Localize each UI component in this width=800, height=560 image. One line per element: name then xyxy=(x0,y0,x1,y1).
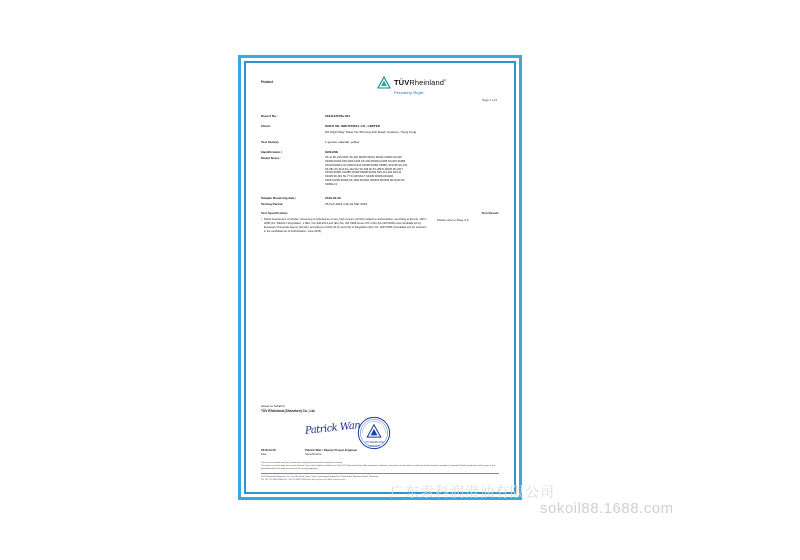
bullet-marker: • xyxy=(261,217,262,221)
signature-area xyxy=(261,404,499,457)
test-specification-text xyxy=(261,218,437,234)
signatory-name: Patrick Wan / Deputy Project Engineer xyxy=(305,448,358,453)
field-label: Model No(s).: xyxy=(261,155,281,160)
legal-line-2: This report is issued under the current General Terms and Conditions of Business of the TÜV Rheinland Group. Any statement, certificate, assessment or attestation is valid only for the particular sample(s) examined. Partial reproduction of this report is not permitted without the written consent of the issuing laboratory. xyxy=(261,465,495,471)
svg-text:TUV RHEINLAND: TUV RHEINLAND xyxy=(364,441,384,445)
tuv-wordmark xyxy=(394,79,446,87)
field-value: 1 grease material, yellow xyxy=(325,139,360,144)
test-result-heading: Test Result: xyxy=(481,211,499,216)
legal-contact-line: Tel: +86 755 8828 0888 Fax: +86 755 8828 0333 Mail: service@tuv.com Web: www.tuv.com xyxy=(261,478,346,481)
model-line: SK-11 SK-015-SK01 SK-202 SK009 SK061 SK026 OHMP OH-300 xyxy=(325,155,402,159)
document-sheet xyxy=(247,64,513,491)
field-label: Sample Receiving date: xyxy=(261,195,296,200)
tuv-triangle-icon xyxy=(377,76,391,89)
certificate-scan xyxy=(238,55,522,500)
field-value: 2016-02-26 xyxy=(325,195,341,200)
field-label: Test Item(s): xyxy=(261,139,280,144)
field-model-no xyxy=(261,156,499,187)
model-line: SK2101SK011 OF-2200 KK123 SK008 SK081 SK882- SK2135 SK-133 xyxy=(325,163,408,167)
field-value: SOKO OIL INDUSTRIAL CO., LIMITED xyxy=(325,123,381,128)
field-label: Client: xyxy=(261,123,271,128)
name-position-sublabel: Name/Position xyxy=(305,453,322,457)
watermark-url: sokoil88.1688.com xyxy=(540,500,674,517)
issuing-company: TÜV Rheinland (Shenzhen) Co., Ltd. xyxy=(261,409,316,414)
signature-date: 2016-03-05 xyxy=(261,448,276,453)
field-value: 5/F Right Way Tower No.39 Kong Koh Road, Kowloon, Hong Kong xyxy=(325,129,417,134)
model-line: SK80H-13 xyxy=(325,183,337,187)
legal-line-3: TÜV Rheinland (Shenzhen) Co., Ltd. 8F, South Tower, Qiyun Technology Building No.1, Kefa Road, Nanshan District, Shenzhen xyxy=(261,475,379,478)
model-line: SK009-001SK-005-2000 KA06 KN-100 KN009-KA008 KN-000 SK985 xyxy=(325,159,406,163)
test-specification-bullet: RoHS Assessment of Articles: Screening of substances of very high concern (SVHC) subject to authorisation, according to EU-No. 1907 / 2006 (the "REACH"-Regulation, 1.0EU / No.448-2014 and (EU) No. 2017/999 Annex XIV of EC-No.1907/2006) and candidate list by European Chemicals Agency (ECHA), according to Article 59 (1) and (10) of Regulation (EC) No. 1907/2006 (Candidate List for inclusion in the candidate list of Authorisation, June 2015). xyxy=(263,217,427,233)
field-value: 0184123578a-001 xyxy=(325,114,351,118)
field-label: Report No.: xyxy=(261,114,278,118)
field-label xyxy=(261,130,325,134)
field-client xyxy=(261,124,499,128)
legal-footer xyxy=(261,462,499,482)
issued-on-behalf-label: Issued on behalf of xyxy=(261,404,285,409)
test-specification-heading: Test Specification: xyxy=(261,211,289,216)
field-testing-period xyxy=(261,202,499,206)
test-result-text: Please refer to Page 2-9 xyxy=(437,217,469,222)
tuv-logo-block xyxy=(377,76,497,96)
page-number: Page 1 of 9 xyxy=(482,98,497,102)
field-report-no xyxy=(261,114,499,118)
product-label: Product xyxy=(261,80,274,84)
watermark-chinese: 广东索科润滑油有限公司 xyxy=(390,485,555,501)
legal-divider xyxy=(261,473,499,474)
model-line: SK-081 SK-0110 KA-122-011 SK-008 SK-PL-288 N-00100 SK-2017 xyxy=(325,167,403,171)
handwritten-signature: Patrick Wan xyxy=(304,420,361,437)
svg-text:SHENZHEN: SHENZHEN xyxy=(368,445,380,448)
model-line: SK009 SK-001 SK-77 01-98 SK2-7 SK409 SK008-0N-9000 xyxy=(325,175,394,179)
tuv-brand-part2: Rheinland xyxy=(409,77,444,87)
field-client-address xyxy=(261,130,499,134)
test-section-headings xyxy=(261,211,499,215)
field-value: 25 Feb 2016 until 04 Mar 2016 xyxy=(325,201,368,206)
model-line: SK009 SK881 SH-886 SK008 SK008 SK009 SK9-113-022 SK5-11 xyxy=(325,171,402,175)
legal-line-1: This test result relates only to the particular sample(s) tested and the sample(s) retained. xyxy=(261,461,343,464)
field-value: GREASE xyxy=(325,149,339,154)
field-test-item xyxy=(261,140,499,144)
tuv-tagline: Precisely Right. xyxy=(394,90,425,95)
model-number-list xyxy=(325,156,499,187)
model-line: SK09-5123N SK099 SK-1090 SK2200 SK0003 SK0009 SK12230 SK xyxy=(325,179,405,183)
tuv-brand-reg: ® xyxy=(444,78,447,83)
field-label: Identification / xyxy=(261,149,282,154)
document-header xyxy=(261,76,499,110)
field-sample-receiving-date xyxy=(261,196,499,200)
company-stamp xyxy=(357,416,391,450)
field-label: Testing Period: xyxy=(261,201,284,206)
date-sublabel: Date xyxy=(261,453,267,457)
signature-sublabels xyxy=(261,453,499,457)
field-identification xyxy=(261,150,499,154)
test-section-body xyxy=(261,218,499,234)
tuv-brand-part1: TÜV xyxy=(394,77,410,87)
